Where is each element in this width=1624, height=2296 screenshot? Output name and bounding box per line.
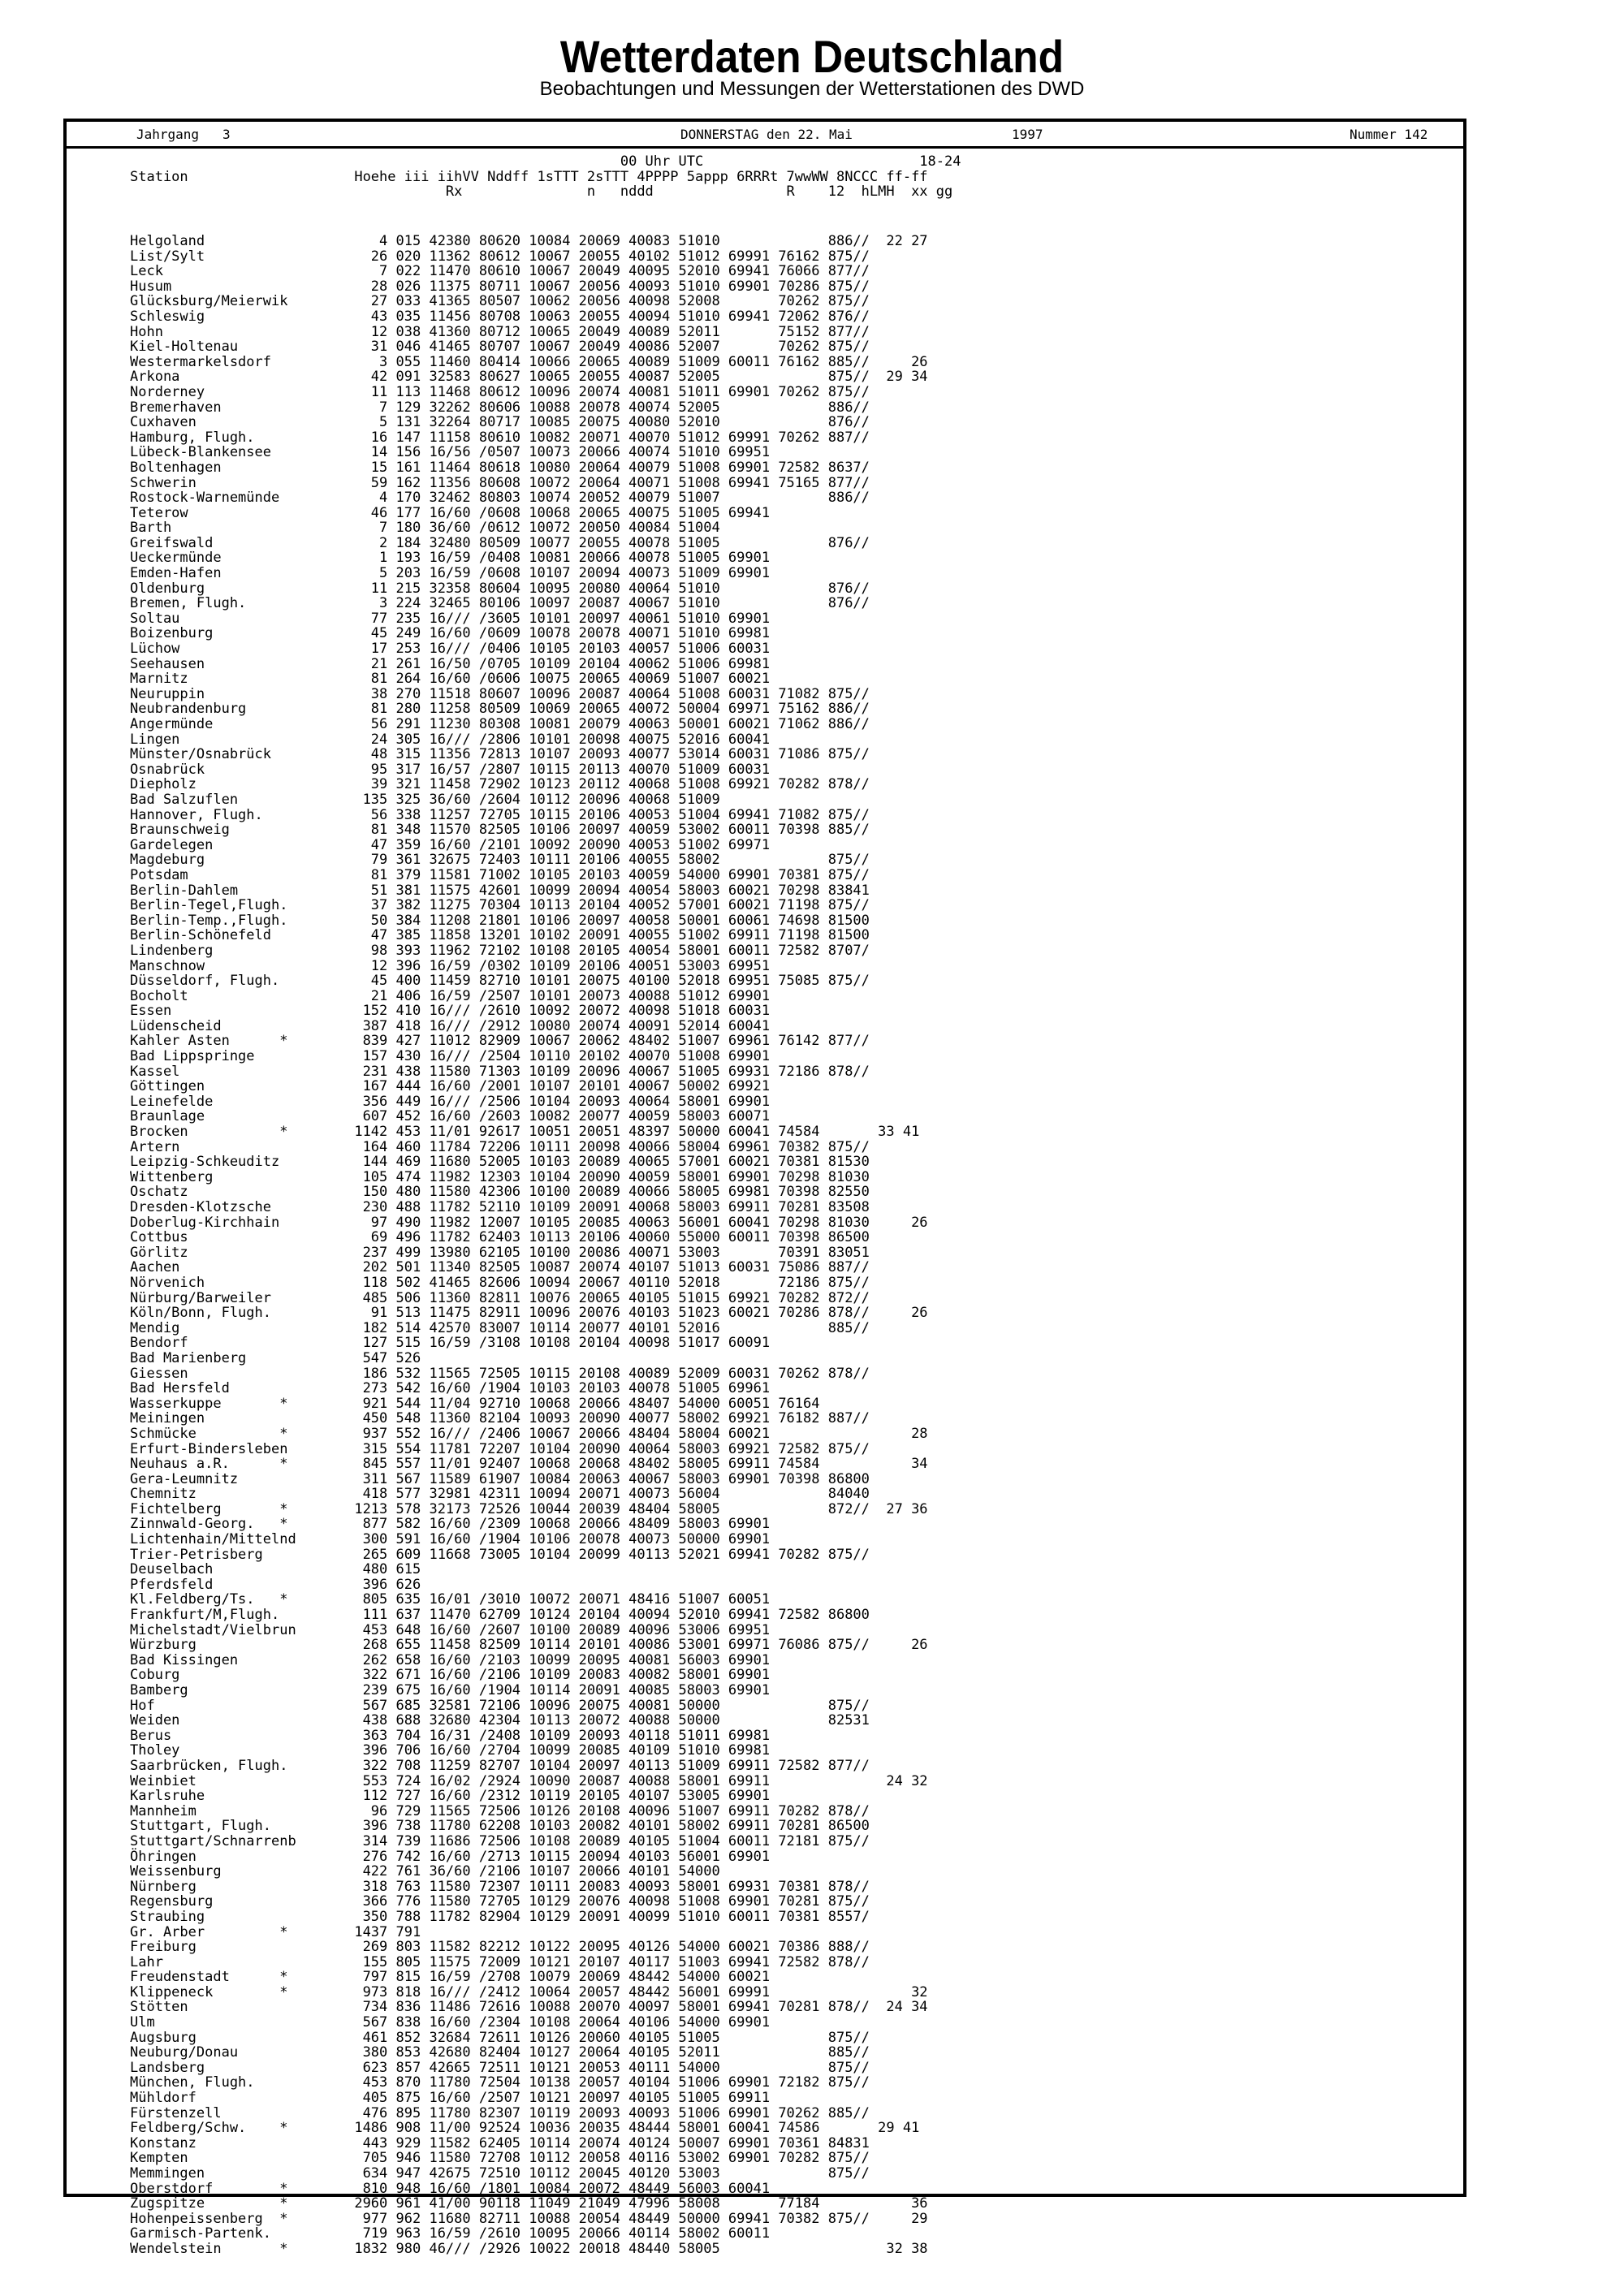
- issue-date: DONNERSTAG den 22. Mai: [680, 127, 853, 142]
- table-row: Berlin-Schönefeld 47 385 11858 13201 10102 20091 40055 51002 69911 71198 81500: [130, 927, 870, 944]
- table-row: Helgoland 4 015 42380 80620 10084 20069 40083 51010 886// 22 27: [130, 233, 928, 249]
- table-row: Artern 164 460 11784 72206 10111 20098 40066 58004 69961 70382 875//: [130, 1138, 870, 1155]
- table-row: Lübeck-Blankensee 14 156 16/56 /0507 10073 20066 40074 51010 69951: [130, 444, 771, 461]
- table-row: Bad Kissingen 262 658 16/60 /2103 10099 20095 40081 56003 69901: [130, 1651, 771, 1668]
- table-row: Glücksburg/Meierwik 27 033 41365 80507 10062 20056 40098 52008 70262 875//: [130, 293, 870, 310]
- table-row: Lüchow 17 253 16/// /0406 10105 20103 40057 51006 60031: [130, 641, 771, 658]
- table-row: Zinnwald-Georg. * 877 582 16/60 /2309 10068 20066 48409 58003 69901: [130, 1516, 771, 1533]
- table-row: Lindenberg 98 393 11962 72102 10108 20105 40054 58001 60011 72582 8707/: [130, 942, 870, 959]
- table-row: Bad Hersfeld 273 542 16/60 /1904 10103 20103 40078 51005 69961: [130, 1380, 771, 1397]
- table-header-line: Rx n nddd R 12 hLMH xx gg: [130, 183, 953, 201]
- table-row: Mannheim 96 729 11565 72506 10126 20108 40096 51007 69911 70282 878//: [130, 1802, 870, 1819]
- table-row: Straubing 350 788 11782 82904 10129 20091 40099 51010 60011 70381 8557/: [130, 1908, 870, 1925]
- table-row: Regensburg 366 776 11580 72705 10129 20076 40098 51008 69901 70281 875//: [130, 1893, 870, 1910]
- table-row: Schmücke * 937 552 16/// /2406 10067 20066 48404 58004 60021 28: [130, 1425, 928, 1442]
- table-row: Angermünde 56 291 11230 80308 10081 20079 40063 50001 60021 71062 886//: [130, 716, 870, 732]
- table-row: Saarbrücken, Flugh. 322 708 11259 82707 10104 20097 40113 51009 69911 72582 877//: [130, 1757, 870, 1774]
- table-row: Boltenhagen 15 161 11464 80618 10080 20064 40079 51008 69901 72582 8637/: [130, 459, 870, 476]
- table-row: Fichtelberg * 1213 578 32173 72526 10044 20039 48404 58005 872// 27 36: [130, 1500, 928, 1517]
- table-row: Görlitz 237 499 13980 62105 10100 20086 40071 53003 70391 83051: [130, 1244, 870, 1261]
- volume-label: Jahrgang 3: [136, 127, 231, 142]
- table-header: [67, 154, 1463, 200]
- table-row: Pferdsfeld 396 626: [130, 1576, 421, 1593]
- table-row: Giessen 186 532 11565 72505 10115 20108 40089 52009 60031 70262 878//: [130, 1365, 870, 1382]
- table-row: Oberstdorf * 810 948 16/60 /1801 10084 20072 48449 56003 60041: [130, 2180, 771, 2197]
- table-row: Frankfurt/M,Flugh. 111 637 11470 62709 10124 20104 40094 52010 69941 72582 86800: [130, 1607, 870, 1624]
- table-row: Stötten 734 836 11486 72616 10088 20070 40097 58001 69941 70281 878// 24 34: [130, 1999, 928, 2016]
- table-row: Stuttgart, Flugh. 396 738 11780 62208 10103 20082 40101 58002 69911 70281 86500: [130, 1818, 870, 1835]
- table-row: Doberlug-Kirchhain 97 490 11982 12007 10105 20085 40063 56001 60041 70298 81030 26: [130, 1214, 928, 1231]
- table-row: Garmisch-Partenk. 719 963 16/59 /2610 10095 20066 40114 58002 60011: [130, 2225, 771, 2242]
- table-row: Norderney 11 113 11468 80612 10096 20074 40081 51011 69901 70262 875//: [130, 383, 870, 400]
- table-row: Schleswig 43 035 11456 80708 10063 20055 40094 51010 69941 72062 876//: [130, 308, 870, 325]
- page-subtitle: Beobachtungen und Messungen der Wetterstationen des DWD: [539, 78, 1085, 100]
- table-row: Barth 7 180 36/60 /0612 10072 20050 40084 51004: [130, 520, 720, 537]
- table-row: Düsseldorf, Flugh. 45 400 11459 82710 10101 20075 40100 52018 69951 75085 875//: [130, 973, 870, 990]
- table-row: Oldenburg 11 215 32358 80604 10095 20080 40064 51010 876//: [130, 580, 870, 597]
- table-row: Nörvenich 118 502 41465 82606 10094 20067 40110 52018 72186 875//: [130, 1274, 870, 1291]
- table-row: Emden-Hafen 5 203 16/59 /0608 10107 20094 40073 51009 69901: [130, 565, 771, 582]
- table-row: Weinbiet 553 724 16/02 /2924 10090 20087 40088 58001 69911 24 32: [130, 1772, 928, 1789]
- table-row: Wendelstein * 1832 980 46/// /2926 10022 20018 48440 58005 32 38: [130, 2240, 928, 2257]
- table-row: Ueckermünde 1 193 16/59 /0408 10081 20066 40078 51005 69901: [130, 550, 771, 567]
- table-row: Bremerhaven 7 129 32262 80606 10088 20078 40074 52005 886//: [130, 399, 870, 416]
- table-row: Schwerin 59 162 11356 80608 10072 20064 40071 51008 69941 75165 877//: [130, 474, 870, 491]
- table-row: Berlin-Tegel,Flugh. 37 382 11275 70304 10113 20104 40052 57001 60021 71198 875//: [130, 897, 870, 914]
- table-row: Diepholz 39 321 11458 72902 10123 20112 40068 51008 69921 70282 878//: [130, 776, 870, 793]
- table-row: Hohn 12 038 41360 80712 10065 20049 40089 52011 75152 877//: [130, 323, 870, 340]
- table-row: Wittenberg 105 474 11982 12303 10104 20090 40059 58001 69901 70298 81030: [130, 1168, 870, 1185]
- table-row: Tholey 396 706 16/60 /2704 10099 20085 40109 51010 69981: [130, 1742, 771, 1759]
- table-row: Klippeneck * 973 818 16/// /2412 10064 20057 48442 56001 69991 32: [130, 1983, 928, 2000]
- table-row: Bremen, Flugh. 3 224 32465 80106 10097 20087 40067 51010 876//: [130, 595, 870, 612]
- table-header-line: 00 Uhr UTC 18-24: [130, 153, 961, 170]
- table-row: Chemnitz 418 577 32981 42311 10094 20071 40073 56004 84040: [130, 1486, 870, 1503]
- table-row: Neubrandenburg 81 280 11258 80509 10069 20065 40072 50004 69971 75162 886//: [130, 701, 870, 718]
- table-row: Kiel-Holtenau 31 046 41465 80707 10067 20049 40086 52007 70262 875//: [130, 339, 870, 356]
- table-row: Öhringen 276 742 16/60 /2713 10115 20094 40103 56001 69901: [130, 1848, 771, 1865]
- table-row: Westermarkelsdorf 3 055 11460 80414 10066 20065 40089 51009 60011 76162 885// 26: [130, 353, 928, 370]
- table-row: Kl.Feldberg/Ts. * 805 635 16/01 /3010 10072 20071 48416 51007 60051: [130, 1591, 771, 1608]
- table-row: Weiden 438 688 32680 42304 10113 20072 40088 50000 82531: [130, 1712, 870, 1729]
- table-row: Marnitz 81 264 16/60 /0606 10075 20065 40069 51007 60021: [130, 671, 771, 688]
- table-row: Augsburg 461 852 32684 72611 10126 20060 40105 51005 875//: [130, 2029, 870, 2046]
- table-row: Cuxhaven 5 131 32264 80717 10085 20075 40080 52010 876//: [130, 414, 870, 431]
- table-row: Freudenstadt * 797 815 16/59 /2708 10079 20069 48442 54000 60021: [130, 1969, 771, 1986]
- table-row: Erfurt-Bindersleben 315 554 11781 72207 10104 20090 40064 58003 69921 72582 875//: [130, 1440, 870, 1457]
- table-row: Neuruppin 38 270 11518 80607 10096 20087 40064 51008 60031 71082 875//: [130, 685, 870, 702]
- table-row: Leck 7 022 11470 80610 10067 20049 40095 52010 69941 76066 877//: [130, 263, 870, 280]
- table-row: Teterow 46 177 16/60 /0608 10068 20065 40075 51005 69941: [130, 504, 771, 521]
- table-row: Bad Marienberg 547 526: [130, 1349, 421, 1366]
- table-row: Coburg 322 671 16/60 /2106 10109 20083 40082 58001 69901: [130, 1667, 771, 1684]
- table-row: Feldberg/Schw. * 1486 908 11/00 92524 10036 20035 48444 58001 60041 74586 29 41: [130, 2120, 920, 2137]
- table-row: Seehausen 21 261 16/50 /0705 10109 20104 40062 51006 69981: [130, 655, 771, 672]
- table-row: Hamburg, Flugh. 16 147 11158 80610 10082 20071 40070 51012 69991 70262 887//: [130, 429, 870, 446]
- table-row: Göttingen 167 444 16/60 /2001 10107 20101 40067 50002 69921: [130, 1078, 771, 1095]
- table-row: Kahler Asten * 839 427 11012 82909 10067 20062 48402 51007 69961 76142 877//: [130, 1033, 870, 1050]
- table-row: Bad Lippspringe 157 430 16/// /2504 10110 20102 40070 51008 69901: [130, 1048, 771, 1065]
- table-row: Brocken * 1142 453 11/01 92617 10051 20051 48397 50000 60041 74584 33 41: [130, 1124, 920, 1141]
- table-row: Zugspitze * 2960 961 41/00 90118 11049 21049 47996 58008 77184 36: [130, 2195, 928, 2212]
- table-row: Lahr 155 805 11575 72009 10121 20107 40117 51003 69941 72582 878//: [130, 1953, 870, 1970]
- table-row: Bendorf 127 515 16/59 /3108 10108 20104 40098 51017 60091: [130, 1335, 771, 1352]
- table-row: Greifswald 2 184 32480 80509 10077 20055 40078 51005 876//: [130, 534, 870, 551]
- table-row: Rostock-Warnemünde 4 170 32462 80803 10074 20052 40079 51007 886//: [130, 490, 870, 507]
- table-row: Lingen 24 305 16/// /2806 10101 20098 40075 52016 60041: [130, 731, 771, 748]
- station-table-body: [67, 234, 1463, 2257]
- table-row: Osnabrück 95 317 16/57 /2807 10115 20113 40070 51009 60031: [130, 761, 771, 778]
- table-row: Freiburg 269 803 11582 82212 10122 20095 40126 54000 60021 70386 888//: [130, 1939, 870, 1956]
- table-header-line: Station Hoehe iii iihVV Nddff 1sTTT 2sTTT 4PPPP 5appp 6RRRt 7wwWW 8NCCC ff-ff: [130, 168, 928, 185]
- table-row: Hohenpeissenberg * 977 962 11680 82711 10088 20054 48449 50000 69941 70382 875// 29: [130, 2210, 928, 2227]
- table-row: Lichtenhain/Mittelnd 300 591 16/60 /1904 10106 20078 40073 50000 69901: [130, 1531, 771, 1548]
- issue-year: 1997: [1012, 127, 1043, 142]
- table-row: Deuselbach 480 615: [130, 1561, 421, 1578]
- table-row: Gardelegen 47 359 16/60 /2101 10092 20090 40053 51002 69971: [130, 836, 771, 853]
- table-row: Mendig 182 514 42570 83007 10114 20077 40101 52016 885//: [130, 1319, 870, 1336]
- table-row: Neuhaus a.R. * 845 557 11/01 92407 10068 20068 48402 58005 69911 74584 34: [130, 1456, 928, 1473]
- table-row: Lüdenscheid 387 418 16/// /2912 10080 20074 40091 52014 60041: [130, 1017, 771, 1034]
- table-row: München, Flugh. 453 870 11780 72504 10138 20057 40104 51006 69901 72182 875//: [130, 2074, 870, 2091]
- table-row: Fürstenzell 476 895 11780 82307 10119 20093 40093 51006 69901 70262 885//: [130, 2104, 870, 2121]
- table-row: Karlsruhe 112 727 16/60 /2312 10119 20105 40107 53005 69901: [130, 1788, 771, 1805]
- table-row: Wasserkuppe * 921 544 11/04 92710 10068 20066 48407 54000 60051 76164: [130, 1395, 820, 1412]
- table-row: Arkona 42 091 32583 80627 10065 20055 40087 52005 875// 29 34: [130, 369, 928, 386]
- table-row: Konstanz 443 929 11582 62405 10114 20074 40124 50007 69901 70361 84831: [130, 2134, 870, 2151]
- table-row: Münster/Osnabrück 48 315 11356 72813 10107 20093 40077 53014 60031 71086 875//: [130, 746, 870, 763]
- table-row: List/Sylt 26 020 11362 80612 10067 20055 40102 51012 69991 76162 875//: [130, 248, 870, 265]
- table-row: Ulm 567 838 16/60 /2304 10108 20064 40106 54000 69901: [130, 2014, 771, 2031]
- table-row: Trier-Petrisberg 265 609 11668 73005 10104 20099 40113 52021 69941 70282 875//: [130, 1546, 870, 1563]
- table-row: Memmingen 634 947 42675 72510 10112 20045 40120 53003 875//: [130, 2165, 870, 2182]
- table-row: Manschnow 12 396 16/59 /0302 10109 20106 40051 53003 69951: [130, 957, 771, 974]
- table-row: Stuttgart/Schnarrenb 314 739 11686 72506 10108 20089 40105 51004 60011 72181 875//: [130, 1832, 870, 1849]
- table-row: Husum 28 026 11375 80711 10067 20056 40093 51010 69901 70286 875//: [130, 278, 870, 295]
- table-row: Aachen 202 501 11340 82505 10087 20074 40107 51013 60031 75086 887//: [130, 1259, 870, 1276]
- table-row: Bamberg 239 675 16/60 /1904 10114 20091 40085 58003 69901: [130, 1682, 771, 1698]
- issue-number: Nummer 142: [1350, 127, 1428, 142]
- table-row: Potsdam 81 379 11581 71002 10105 20103 40059 54000 69901 70381 875//: [130, 866, 870, 883]
- table-row: Cottbus 69 496 11782 62403 10113 20106 40060 55000 60011 70398 86500: [130, 1229, 870, 1246]
- table-row: Landsberg 623 857 42665 72511 10121 20053 40111 54000 875//: [130, 2059, 870, 2076]
- table-row: Essen 152 410 16/// /2610 10092 20072 40098 51018 60031: [130, 1003, 771, 1020]
- table-row: Boizenburg 45 249 16/60 /0609 10078 20078 40071 51010 69981: [130, 625, 771, 642]
- table-row: Köln/Bonn, Flugh. 91 513 11475 82911 10096 20076 40103 51023 60021 70286 878// 26: [130, 1305, 928, 1322]
- table-row: Bad Salzuflen 135 325 36/60 /2604 10112 20096 40068 51009: [130, 791, 720, 808]
- table-row: Kassel 231 438 11580 71303 10109 20096 40067 51005 69931 72186 878//: [130, 1063, 870, 1080]
- table-row: Neuburg/Donau 380 853 42680 82404 10127 20064 40105 52011 885//: [130, 2044, 870, 2061]
- weather-table-frame: [63, 119, 1466, 2257]
- page-title: Wetterdaten Deutschland: [559, 31, 1065, 82]
- table-row: Nürburg/Barweiler 485 506 11360 82811 10076 20065 40105 51015 69921 70282 872//: [130, 1289, 870, 1306]
- table-row: Hof 567 685 32581 72106 10096 20075 40081 50000 875//: [130, 1697, 870, 1714]
- issue-info-bar: [67, 123, 1463, 149]
- table-row: Nürnberg 318 763 11580 72307 10111 20083 40093 58001 69931 70381 878//: [130, 1878, 870, 1895]
- table-row: Gr. Arber * 1437 791: [130, 1923, 421, 1940]
- table-row: Bocholt 21 406 16/59 /2507 10101 20073 40088 51012 69901: [130, 987, 771, 1004]
- table-row: Soltau 77 235 16/// /3605 10101 20097 40061 51010 69901: [130, 610, 771, 627]
- table-row: Oschatz 150 480 11580 42306 10100 20089 40066 58005 69981 70398 82550: [130, 1184, 870, 1201]
- table-row: Braunlage 607 452 16/60 /2603 10082 20077 40059 58003 60071: [130, 1108, 771, 1125]
- table-row: Berus 363 704 16/31 /2408 10109 20093 40118 51011 69981: [130, 1727, 771, 1744]
- table-row: Mühldorf 405 875 16/60 /2507 10121 20097 40105 51005 69911: [130, 2090, 771, 2107]
- table-row: Berlin-Temp.,Flugh. 50 384 11208 21801 10106 20097 40058 50001 60061 74698 81500: [130, 912, 870, 929]
- table-row: Dresden-Klotzsche 230 488 11782 52110 10109 20091 40068 58003 69911 70281 83508: [130, 1199, 870, 1215]
- table-row: Braunschweig 81 348 11570 82505 10106 20097 40059 53002 60011 70398 885//: [130, 822, 870, 839]
- table-row: Leipzig-Schkeuditz 144 469 11680 52005 10103 20089 40065 57001 60021 70381 81530: [130, 1154, 870, 1171]
- table-row: Gera-Leumnitz 311 567 11589 61907 10084 20063 40067 58003 69901 70398 86800: [130, 1470, 870, 1487]
- table-row: Michelstadt/Vielbrun 453 648 16/60 /2607 10100 20089 40096 53006 69951: [130, 1621, 771, 1638]
- table-row: Würzburg 268 655 11458 82509 10114 20101 40086 53001 69971 76086 875// 26: [130, 1637, 928, 1654]
- table-row: Magdeburg 79 361 32675 72403 10111 20106 40055 58002 875//: [130, 852, 870, 869]
- table-row: Kempten 705 946 11580 72708 10112 20058 40116 53002 69901 70282 875//: [130, 2150, 870, 2167]
- table-row: Leinefelde 356 449 16/// /2506 10104 20093 40064 58001 69901: [130, 1093, 771, 1110]
- table-row: Hannover, Flugh. 56 338 11257 72705 10115 20106 40053 51004 69941 71082 875//: [130, 806, 870, 823]
- table-row: Berlin-Dahlem 51 381 11575 42601 10099 20094 40054 58003 60021 70298 83841: [130, 882, 870, 899]
- table-row: Meiningen 450 548 11360 82104 10093 20090 40077 58002 69921 76182 887//: [130, 1410, 870, 1427]
- table-row: Weissenburg 422 761 36/60 /2106 10107 20066 40101 54000: [130, 1863, 720, 1880]
